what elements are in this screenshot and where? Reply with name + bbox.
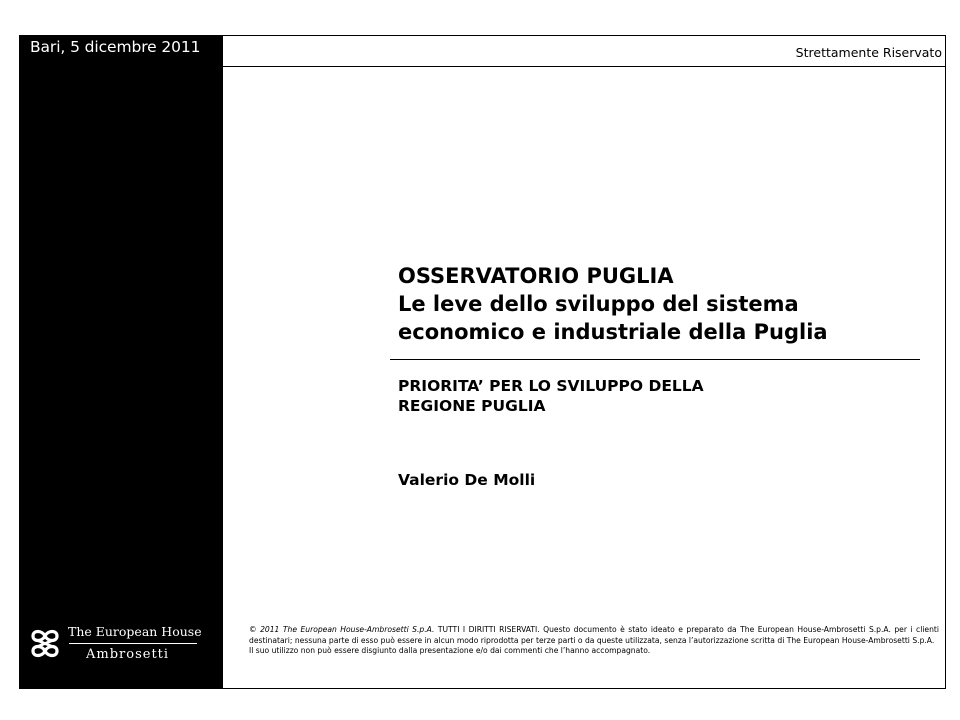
subtitle-line-2: REGIONE PUGLIA bbox=[398, 397, 546, 415]
company-logo bbox=[28, 622, 200, 670]
title-line-2: Le leve dello sviluppo del sistema bbox=[398, 292, 799, 316]
author-name: Valerio De Molli bbox=[398, 471, 536, 489]
subtitle bbox=[398, 376, 704, 416]
subtitle-line-1: PRIORITA’ PER LO SVILUPPO DELLA bbox=[398, 377, 704, 395]
usage-note: Il suo utilizzo non può essere disgiunto dalla presentazione e/o dai commenti che l’hanno accompagnato. bbox=[249, 646, 651, 656]
title-line-3: economico e industriale della Puglia bbox=[398, 320, 828, 344]
copyright-paragraph bbox=[249, 625, 939, 646]
title-block bbox=[398, 262, 928, 346]
title-line-1: OSSERVATORIO PUGLIA bbox=[398, 264, 674, 288]
logo-text-line-2: Ambrosetti bbox=[86, 647, 170, 662]
copyright-text: TUTTI I DIRITTI RISERVATI. Questo documento è stato ideato e preparato da The European House-Ambrosetti S.p.A. per i clienti destinatari; nessuna parte di esso può essere in alcun modo riprodotta per terze parti o da queste utilizzata, senza l’autorizzazione scritta di The European House-Ambrosetti S.p.A. bbox=[249, 625, 940, 645]
logo-divider bbox=[69, 643, 197, 644]
header-divider bbox=[223, 66, 946, 67]
copyright-notice bbox=[249, 625, 939, 657]
sidebar-panel bbox=[19, 35, 223, 689]
logo-text-line-1: The European House bbox=[68, 624, 202, 639]
logo-mark-icon bbox=[28, 627, 64, 661]
date-label: Bari, 5 dicembre 2011 bbox=[30, 38, 201, 56]
title-divider bbox=[390, 359, 920, 360]
confidentiality-label: Strettamente Riservato bbox=[795, 45, 942, 60]
copyright-holder: © 2011 The European House-Ambrosetti S.p.A. bbox=[249, 625, 435, 634]
